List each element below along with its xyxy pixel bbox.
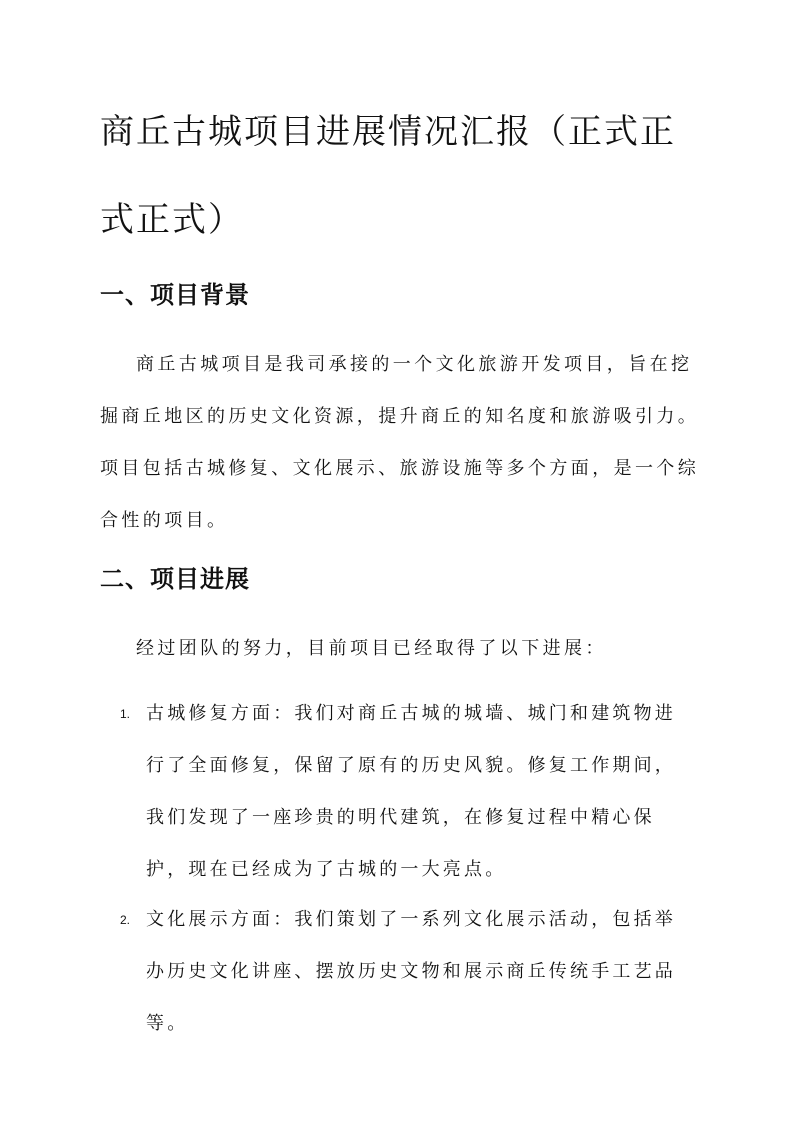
progress-list-item-culture: [120, 894, 695, 1050]
background-paragraph: 商丘古城项目是我司承接的一个文化旅游开发项目，旨在挖掘商丘地区的历史文化资源，提升商丘的知名度和旅游吸引力。项目包括古城修复、文化展示、旅游设施等多个方面，是一个综合性的项目。: [100, 354, 700, 531]
progress-intro-paragraph: 经过团队的努力，目前项目已经取得了以下进展：: [136, 638, 607, 659]
list-item-number: 2.: [120, 913, 131, 927]
list-item-text: 文化展示方面：我们策划了一系列文化展示活动，包括举办历史文化讲座、摆放历史文物和展示商丘传统手工艺品等。: [146, 909, 676, 1034]
list-item-number: 1.: [120, 707, 131, 721]
list-item-text: 古城修复方面：我们对商丘古城的城墙、城门和建筑物进行了全面修复，保留了原有的历史风貌。修复工作期间，我们发现了一座珍贵的明代建筑，在修复过程中精心保护，现在已经成为了古城的一大亮点。: [146, 703, 676, 880]
section-heading-background: 一、项目背景: [100, 280, 250, 309]
progress-list-item-restoration: [120, 688, 695, 896]
section-heading-progress: 二、项目进展: [100, 564, 250, 593]
document-title: 商丘古城项目进展情况汇报（正式正式正式）: [100, 112, 676, 240]
